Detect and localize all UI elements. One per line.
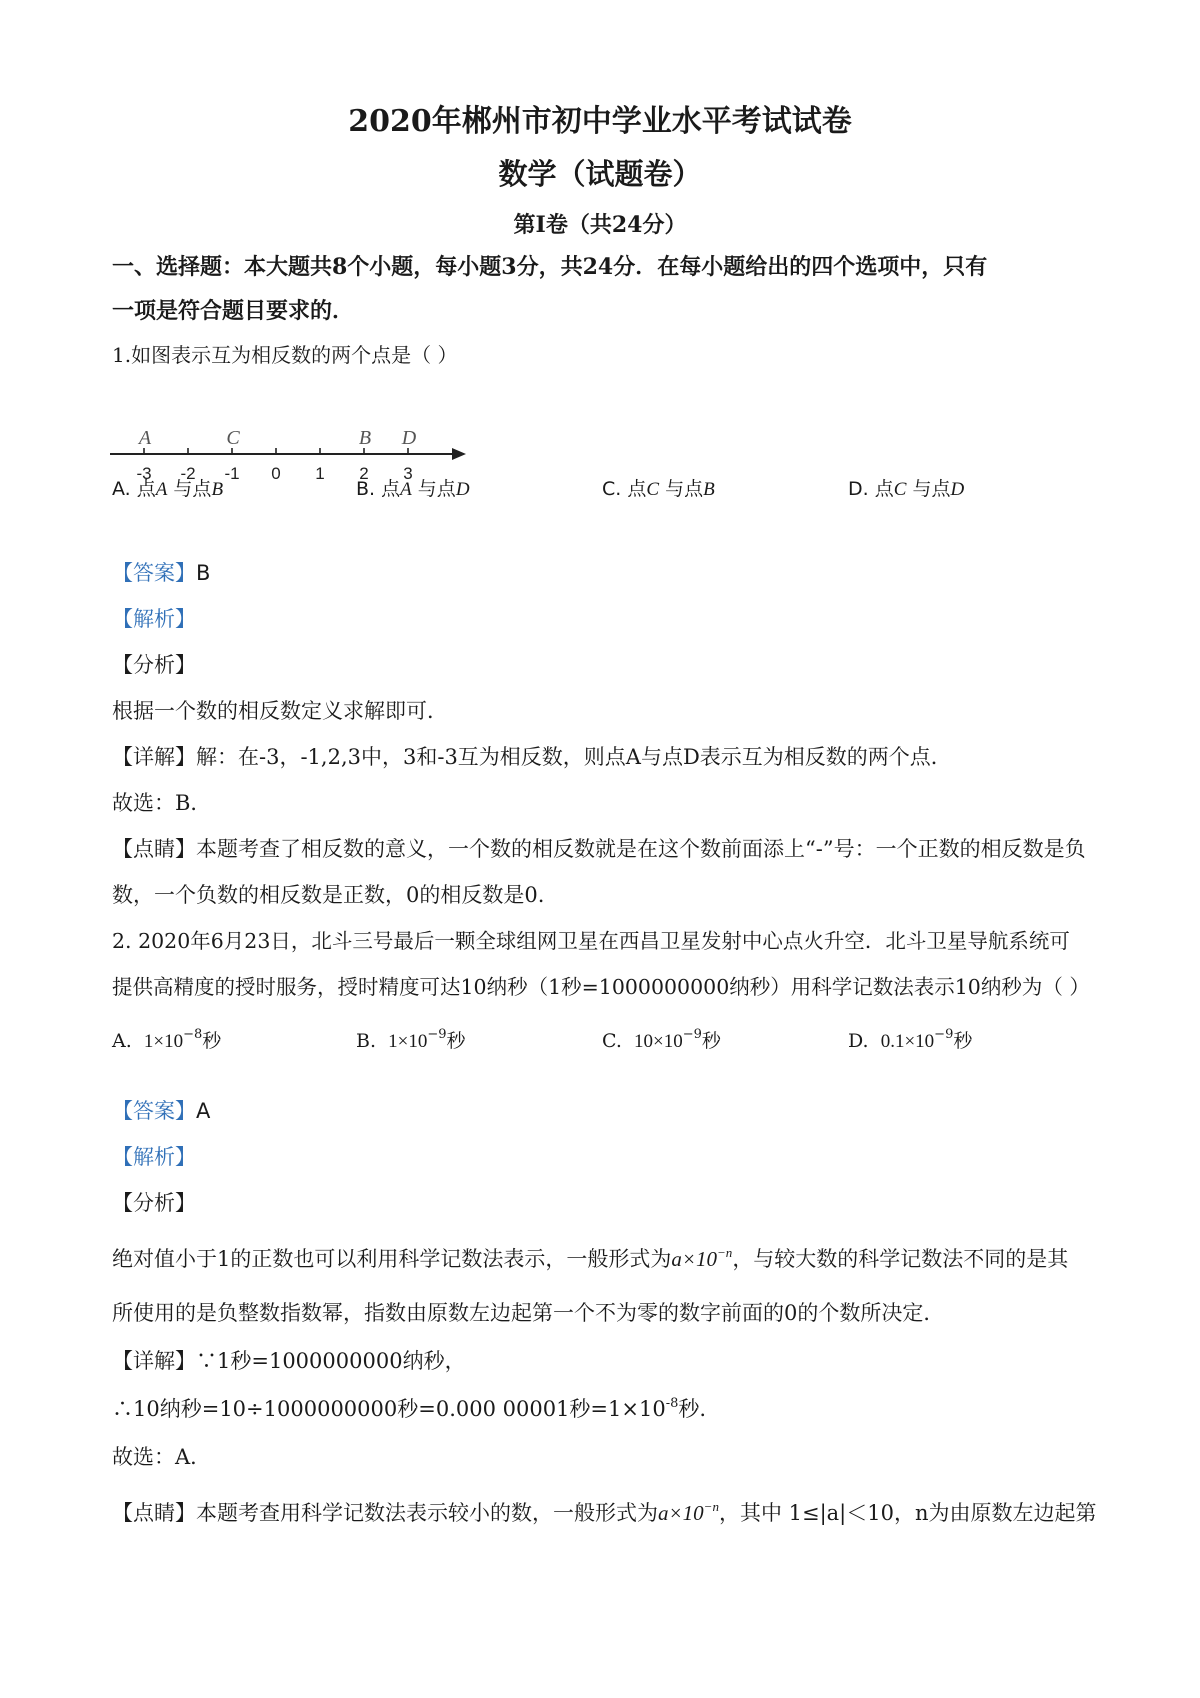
- comment-formula: a×10: [658, 1501, 704, 1525]
- fenxi-text-a: 绝对值小于1的正数也可以利用科学记数法表示，一般形式为: [112, 1247, 672, 1271]
- q2-detail-cont: [112, 1394, 1102, 1424]
- option-key: B.: [356, 478, 376, 500]
- detail-text-b: 秒.: [678, 1397, 707, 1421]
- q2-stem: 2. 2020年6月23日，北斗三号最后一颗全球组网卫星在西昌卫星发射中心点火升空．北斗卫星导航系统可: [112, 929, 1070, 953]
- fenxi-text-b: ，与较大数的科学记数法不同的是其: [732, 1247, 1069, 1271]
- q1-choose: 故选：B．: [112, 791, 212, 815]
- detail-exp: -8: [665, 1396, 679, 1411]
- q2-choose: 故选：A．: [112, 1445, 212, 1469]
- option-point-1: C: [893, 479, 907, 500]
- part-heading: 第Ⅰ卷（共24分）: [513, 212, 687, 238]
- option-point-2: D: [950, 479, 965, 500]
- q1-option-c: [602, 474, 715, 505]
- point-label: A: [138, 427, 152, 449]
- option-coef: 1×10: [143, 1031, 184, 1052]
- option-key: A.: [112, 478, 131, 500]
- q1-fenxi-text: 根据一个数的相反数定义求解即可．: [112, 699, 448, 723]
- fenxi-formula: a×10: [671, 1247, 718, 1271]
- q1-fenxi-label: 【分析】: [112, 653, 196, 677]
- detail-text-a: ∴10纳秒=10÷1000000000秒=0.000 00001秒=1×10: [112, 1397, 666, 1421]
- option-point-1: A: [400, 479, 412, 500]
- option-text-pre: 点: [627, 478, 647, 500]
- q1-stem: 1.如图表示互为相反数的两个点是（ ）: [112, 343, 458, 367]
- option-unit: 秒: [202, 1030, 222, 1052]
- option-text-pre: 点: [874, 478, 894, 500]
- detail-text: 解：在-3，-1,2,3中，3和-3互为相反数，则点A与点D表示互为相反数的两个点．: [196, 745, 952, 769]
- q1-detail: [112, 742, 1102, 772]
- q1-answer: [112, 558, 1102, 588]
- option-point-2: B: [703, 479, 715, 500]
- option-point-2: B: [211, 479, 224, 500]
- option-exp: −8: [183, 1027, 203, 1042]
- option-key: B.: [356, 1030, 377, 1052]
- q2-stem-cont: 提供高精度的授时服务，授时精度可达10纳秒（1秒=1000000000纳秒）用科学记数法表示10纳秒为（ ）: [112, 975, 1090, 999]
- option-text-mid: 与点: [173, 478, 212, 500]
- q2-fenxi-text-cont: 所使用的是负整数指数幂，指数由原数左边起第一个不为零的数字前面的0的个数所决定．: [112, 1301, 945, 1325]
- answer-label: 【答案】: [112, 561, 196, 585]
- comment-text: 本题考查了相反数的意义，一个数的相反数就是在这个数前面添上“-”号：一个正数的相反数是负: [196, 837, 1086, 861]
- option-key: D.: [848, 478, 869, 500]
- section-heading: 一、选择题：本大题共8个小题，每小题3分，共24分．在每小题给出的四个选项中，只有: [112, 254, 988, 280]
- q2-detail: [112, 1346, 1102, 1376]
- page-title: 2020年郴州市初中学业水平考试试卷: [348, 104, 852, 139]
- option-text-mid: 与点: [912, 478, 951, 500]
- option-coef: 0.1×10: [880, 1031, 935, 1052]
- option-text-pre: 点: [381, 478, 401, 500]
- option-text-mid: 与点: [417, 478, 456, 500]
- option-key: A.: [112, 1030, 132, 1052]
- tick-label: 2: [359, 464, 369, 483]
- option-key: D.: [848, 1030, 869, 1052]
- option-unit: 秒: [701, 1030, 721, 1052]
- detail-text: ∵1秒=1000000000纳秒，: [196, 1349, 466, 1373]
- comment-text-a: 本题考查用科学记数法表示较小的数，一般形式为: [196, 1501, 658, 1525]
- answer-value: A: [196, 1099, 211, 1123]
- q1-option-b: [356, 474, 470, 505]
- detail-label: 【详解】: [112, 745, 196, 769]
- arrow-head-icon: [452, 448, 466, 460]
- comment-formula-exp: −n: [703, 1499, 719, 1514]
- tick-label: 3: [403, 464, 413, 483]
- q2-option-b: [356, 1026, 466, 1057]
- option-coef: 10×10: [634, 1031, 683, 1052]
- q2-analysis-label: 【解析】: [112, 1145, 196, 1169]
- option-text-pre: 点: [136, 478, 156, 500]
- point-label: D: [401, 427, 417, 449]
- option-point-1: C: [646, 479, 660, 500]
- comment-label: 【点睛】: [112, 1501, 196, 1525]
- q1-comment-cont: 数，一个负数的相反数是正数，0的相反数是0.: [112, 883, 545, 907]
- q1-option-a: [112, 474, 223, 505]
- point-label: B: [358, 427, 372, 449]
- q2-option-c: [602, 1026, 721, 1057]
- answer-label: 【答案】: [112, 1099, 196, 1123]
- option-point-1: A: [155, 479, 168, 500]
- option-key: C.: [602, 1030, 622, 1052]
- comment-text-b: ，其中 1≤|a|＜10，n为由原数左边起第: [718, 1501, 1097, 1525]
- q2-option-a: [112, 1026, 221, 1057]
- point-label: C: [226, 427, 240, 449]
- section-heading-cont: 一项是符合题目要求的．: [112, 298, 355, 324]
- comment-label: 【点睛】: [112, 837, 196, 861]
- option-point-2: D: [455, 479, 470, 500]
- q2-comment: [112, 1498, 1102, 1528]
- option-text-mid: 与点: [665, 478, 704, 500]
- tick-label: -1: [224, 464, 240, 483]
- tick-label: -3: [136, 464, 152, 483]
- option-unit: 秒: [446, 1030, 466, 1052]
- option-coef: 1×10: [388, 1031, 428, 1052]
- option-key: C.: [602, 478, 622, 500]
- q2-option-d: [848, 1026, 972, 1057]
- q2-fenxi-text: [112, 1244, 1102, 1274]
- option-unit: 秒: [953, 1030, 973, 1052]
- q2-fenxi-label: 【分析】: [112, 1191, 196, 1215]
- q1-analysis-label: 【解析】: [112, 607, 196, 631]
- tick-label: -2: [180, 464, 196, 483]
- q1-option-d: [848, 474, 964, 505]
- detail-label: 【详解】: [112, 1349, 196, 1373]
- option-exp: −9: [682, 1027, 702, 1042]
- q2-answer: [112, 1096, 1102, 1126]
- tick-label: 1: [315, 464, 325, 483]
- q1-comment: [112, 834, 1102, 864]
- tick-label: 0: [271, 464, 281, 483]
- page-subtitle: 数学（试题卷）: [498, 157, 702, 191]
- fenxi-formula-exp: −n: [717, 1245, 733, 1260]
- option-exp: −9: [934, 1027, 954, 1042]
- option-exp: −9: [427, 1027, 447, 1042]
- answer-value: B: [196, 561, 211, 585]
